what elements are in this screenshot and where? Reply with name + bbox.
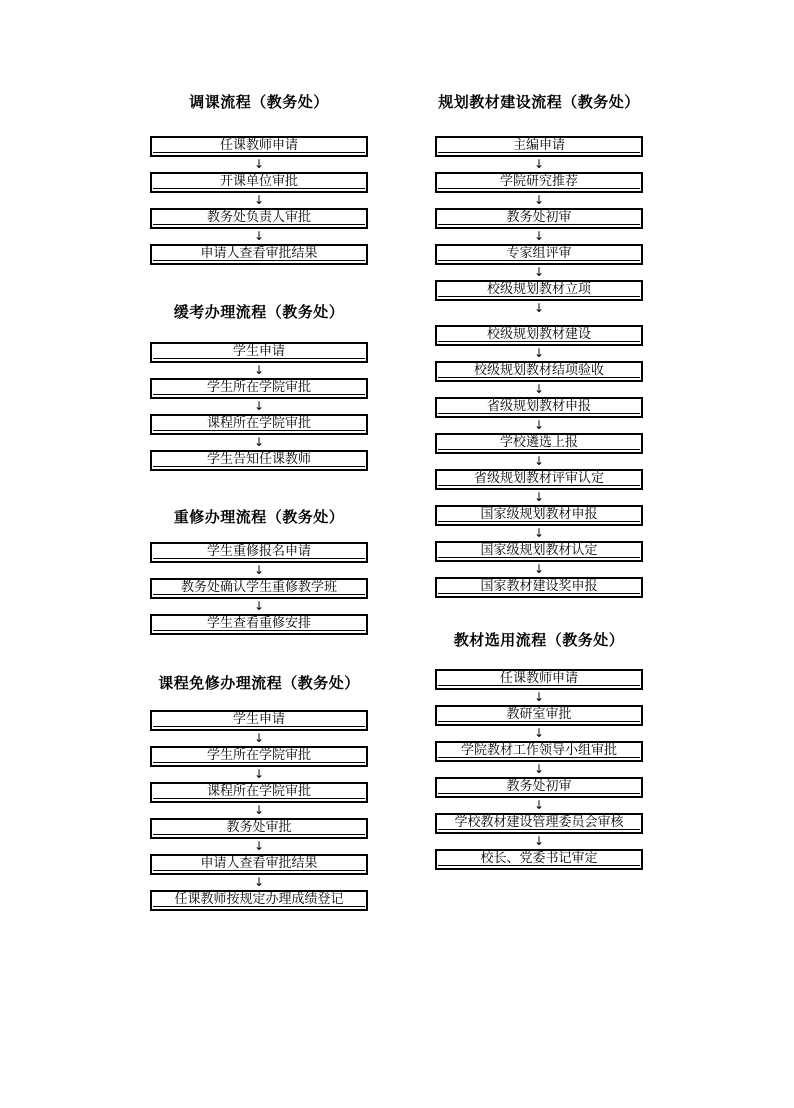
arrow-down-icon: ↓	[533, 798, 545, 812]
flow-node	[150, 710, 368, 746]
flow-node	[435, 741, 643, 777]
flow-step-label: 申请人查看审批结果	[153, 856, 365, 871]
flow-step-box	[150, 710, 368, 731]
flow-section-planned-textbook	[435, 94, 643, 598]
arrow-down-icon: ↓	[533, 382, 545, 396]
arrow-down-icon: ↓	[533, 346, 545, 360]
arrow-down-icon: ↓	[533, 229, 545, 243]
flow-step-box	[150, 614, 368, 635]
flow-step-label: 课程所在学院审批	[153, 784, 365, 799]
arrow-down-icon: ↓	[533, 454, 545, 468]
flow-node	[150, 542, 368, 578]
flow-step-label: 教务处初审	[438, 779, 640, 794]
flow-node	[150, 172, 368, 208]
flow-section-course-exemption	[150, 675, 368, 911]
flow-step-box	[435, 172, 643, 193]
flow-step-label: 学院研究推荐	[438, 174, 640, 189]
arrow-down-icon: ↓	[533, 301, 545, 315]
flow-step-box	[150, 136, 368, 157]
flow-node	[150, 746, 368, 782]
flow-node	[435, 577, 643, 598]
flow-step-label: 国家级规划教材认定	[438, 543, 640, 558]
flow-title: 教材选用流程（教务处）	[453, 631, 625, 649]
flow-steps	[435, 669, 643, 870]
flow-step-label: 校长、党委书记审定	[438, 851, 640, 866]
flow-step-label: 任课教师申请	[438, 671, 640, 686]
flow-step-label: 国家教材建设奖申报	[438, 579, 640, 594]
arrow-down-icon: ↓	[533, 834, 545, 848]
flow-title: 调课流程（教务处）	[189, 93, 329, 111]
flow-step-box	[435, 208, 643, 229]
flow-step-label: 学生查看重修安排	[153, 616, 365, 631]
flow-section-course-adjustment	[150, 94, 368, 265]
flow-steps	[150, 710, 368, 911]
flow-node	[150, 244, 368, 265]
flow-step-box	[435, 136, 643, 157]
arrow-down-icon: ↓	[253, 363, 265, 377]
arrow-down-icon: ↓	[253, 767, 265, 781]
flow-step-label: 省级规划教材申报	[438, 399, 640, 414]
arrow-down-icon: ↓	[533, 193, 545, 207]
flow-node	[435, 813, 643, 849]
flow-step-box	[150, 208, 368, 229]
flow-title: 重修办理流程（教务处）	[173, 508, 345, 526]
flow-step-label: 省级规划教材评审认定	[438, 471, 640, 486]
flow-node	[150, 890, 368, 911]
flow-section-textbook-selection	[435, 632, 643, 870]
arrow-down-icon: ↓	[533, 526, 545, 540]
flow-step-label: 学生告知任课教师	[153, 452, 365, 467]
flow-step-box	[150, 854, 368, 875]
flow-title: 缓考办理流程（教务处）	[173, 303, 345, 321]
arrow-down-icon: ↓	[533, 726, 545, 740]
arrow-down-icon: ↓	[253, 193, 265, 207]
flow-step-box	[435, 469, 643, 490]
flow-step-box	[435, 741, 643, 762]
arrow-down-icon: ↓	[253, 229, 265, 243]
flow-node	[435, 136, 643, 172]
flow-step-label: 教务处初审	[438, 210, 640, 225]
flow-node	[435, 705, 643, 741]
arrow-down-icon: ↓	[253, 839, 265, 853]
flow-node	[150, 208, 368, 244]
flow-step-box	[435, 397, 643, 418]
flow-step-label: 任课教师申请	[153, 138, 365, 153]
flow-step-label: 专家组评审	[438, 246, 640, 261]
flow-step-box	[150, 746, 368, 767]
arrow-down-icon: ↓	[253, 731, 265, 745]
flow-step-box	[435, 577, 643, 598]
flow-node	[435, 280, 643, 316]
flow-step-label: 教研室审批	[438, 707, 640, 722]
flow-step-box	[435, 325, 643, 346]
flow-step-label: 主编申请	[438, 138, 640, 153]
flow-node	[435, 208, 643, 244]
flow-step-box	[150, 172, 368, 193]
flow-node	[150, 854, 368, 890]
flow-step-box	[435, 777, 643, 798]
arrow-down-icon: ↓	[533, 157, 545, 171]
flow-step-box	[150, 342, 368, 363]
flow-node	[435, 361, 643, 397]
flow-step-label: 学生所在学院审批	[153, 748, 365, 763]
flow-node	[435, 397, 643, 433]
flow-node	[150, 450, 368, 471]
arrow-down-icon: ↓	[253, 435, 265, 449]
flow-step-label: 教务处审批	[153, 820, 365, 835]
flow-step-label: 校级规划教材结项验收	[438, 363, 640, 378]
flow-node	[150, 414, 368, 450]
flow-steps	[435, 136, 643, 598]
flow-node	[435, 669, 643, 705]
flow-step-label: 课程所在学院审批	[153, 416, 365, 431]
flow-node	[435, 541, 643, 577]
flow-step-box	[150, 414, 368, 435]
flow-node	[435, 469, 643, 505]
flow-step-label: 校级规划教材建设	[438, 327, 640, 342]
flow-node	[150, 578, 368, 614]
flow-step-label: 学校教材建设管理委员会审核	[438, 815, 640, 830]
flow-step-label: 学生申请	[153, 344, 365, 359]
flow-step-box	[150, 542, 368, 563]
arrow-down-icon: ↓	[533, 562, 545, 576]
flow-step-box	[150, 578, 368, 599]
arrow-down-icon: ↓	[533, 690, 545, 704]
arrow-down-icon: ↓	[533, 490, 545, 504]
flow-step-box	[435, 705, 643, 726]
flow-steps	[150, 542, 368, 635]
flow-node	[435, 849, 643, 870]
flow-step-label: 校级规划教材立项	[438, 282, 640, 297]
arrow-down-icon: ↓	[533, 418, 545, 432]
flow-step-label: 学生重修报名申请	[153, 544, 365, 559]
flow-step-label: 学校遴选上报	[438, 435, 640, 450]
flow-step-box	[435, 505, 643, 526]
flow-step-label: 申请人查看审批结果	[153, 246, 365, 261]
flow-step-box	[435, 244, 643, 265]
flow-step-box	[435, 280, 643, 301]
arrow-down-icon: ↓	[253, 803, 265, 817]
flow-node	[150, 342, 368, 378]
flow-step-box	[435, 541, 643, 562]
flow-node	[150, 378, 368, 414]
flow-node	[150, 614, 368, 635]
flow-node	[435, 505, 643, 541]
flow-step-box	[150, 890, 368, 911]
flow-step-box	[150, 450, 368, 471]
flow-title: 课程免修办理流程（教务处）	[158, 674, 360, 692]
arrow-down-icon: ↓	[253, 875, 265, 889]
flow-step-box	[150, 378, 368, 399]
flow-step-label: 教务处负责人审批	[153, 210, 365, 225]
flow-node	[150, 136, 368, 172]
flow-node	[435, 433, 643, 469]
arrow-down-icon: ↓	[533, 265, 545, 279]
flow-step-label: 任课教师按规定办理成绩登记	[153, 892, 365, 907]
flow-node	[435, 777, 643, 813]
flow-step-box	[435, 433, 643, 454]
flow-node	[435, 325, 643, 361]
flow-step-label: 学院教材工作领导小组审批	[438, 743, 640, 758]
flow-step-label: 开课单位审批	[153, 174, 365, 189]
arrow-down-icon: ↓	[253, 157, 265, 171]
flow-title: 规划教材建设流程（教务处）	[438, 93, 640, 111]
flow-step-label: 学生申请	[153, 712, 365, 727]
flow-step-box	[435, 813, 643, 834]
flow-step-box	[435, 849, 643, 870]
flow-section-deferred-exam	[150, 304, 368, 471]
flow-node	[150, 782, 368, 818]
flow-step-box	[435, 669, 643, 690]
flow-step-box	[150, 782, 368, 803]
arrow-down-icon: ↓	[533, 762, 545, 776]
arrow-down-icon: ↓	[253, 599, 265, 613]
flow-step-label: 教务处确认学生重修教学班	[153, 580, 365, 595]
arrow-down-icon: ↓	[253, 399, 265, 413]
flow-step-box	[150, 244, 368, 265]
flow-step-box	[150, 818, 368, 839]
flow-step-box	[435, 361, 643, 382]
flow-node	[435, 172, 643, 208]
flow-node	[150, 818, 368, 854]
flow-steps	[150, 342, 368, 471]
flow-step-label: 学生所在学院审批	[153, 380, 365, 395]
arrow-down-icon: ↓	[253, 563, 265, 577]
flow-section-retake	[150, 509, 368, 635]
flow-steps	[150, 136, 368, 265]
flow-step-label: 国家级规划教材申报	[438, 507, 640, 522]
flow-node	[435, 244, 643, 280]
